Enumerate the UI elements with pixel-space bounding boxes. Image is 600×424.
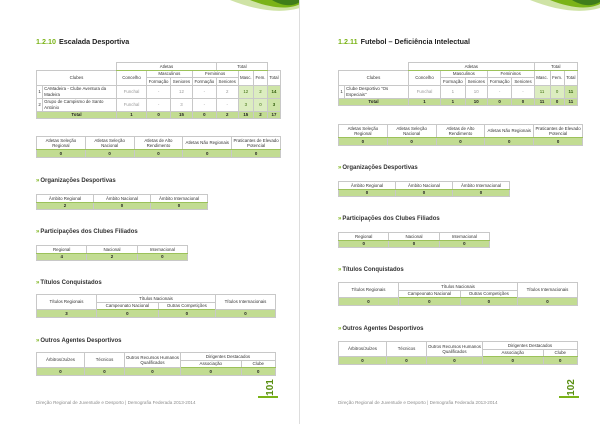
value-cell: 0 xyxy=(339,298,399,306)
header-cell: Atletas Não Regionais xyxy=(485,125,534,138)
cell: - xyxy=(192,85,216,98)
part-title xyxy=(36,229,138,235)
org-title-text: Organizações Desportivas xyxy=(40,178,116,184)
clubs-table xyxy=(36,62,281,119)
femininos-header: Femininos xyxy=(487,70,534,78)
cell: 12 xyxy=(238,85,254,98)
cell: 1 xyxy=(441,85,466,98)
cell: 12 xyxy=(171,85,193,98)
total-label: Total xyxy=(339,98,409,106)
formacao-header: Formação xyxy=(192,78,216,86)
org-title xyxy=(36,178,116,184)
section-title-text: Futebol – Deficiência Intelectual xyxy=(360,37,471,46)
value-cell: 0 xyxy=(134,150,183,158)
total-header: Total xyxy=(534,63,577,71)
header-cell: Âmbito Regional xyxy=(37,195,94,203)
value-cell: 0 xyxy=(483,357,544,365)
chevron-icon: » xyxy=(36,229,40,235)
value-cell: 0 xyxy=(339,357,387,365)
titulos-title-text: Títulos Conquistados xyxy=(40,280,102,286)
header-cell: Atletas Seleção Regional xyxy=(339,125,388,138)
section-title xyxy=(338,37,470,46)
header-cell: Dirigentes Destacados xyxy=(181,353,276,361)
value-cell: 0 xyxy=(151,202,208,210)
cell: 1 xyxy=(441,98,466,106)
masc-header: Masc. xyxy=(238,70,254,85)
header-cell: Títulos Regionais xyxy=(339,283,399,298)
header-cell: Atletas Seleção Nacional xyxy=(387,125,436,138)
header-cell: Nacional xyxy=(87,246,137,254)
cell: 1 xyxy=(117,111,147,119)
cell: 17 xyxy=(267,111,280,119)
header-cell: Atletas Seleção Nacional xyxy=(85,137,134,150)
titulos-table xyxy=(36,294,276,318)
cell: - xyxy=(512,85,534,98)
clubes-header: Clubes xyxy=(37,70,117,85)
row-number: 2 xyxy=(37,98,43,111)
header-cell: Outras Competições xyxy=(460,290,517,298)
titulos-table-block xyxy=(338,282,578,306)
value-cell: 0 xyxy=(389,240,439,248)
value-cell: 0 xyxy=(232,150,281,158)
outros-table xyxy=(338,341,578,365)
header-cell: Associação xyxy=(483,349,544,357)
header-cell: Títulos Nacionais xyxy=(97,295,216,303)
value-cell: 0 xyxy=(518,298,578,306)
value-cell: 2 xyxy=(37,202,94,210)
header-cell: Dirigentes Destacados xyxy=(483,342,578,350)
cell: 11 xyxy=(534,98,550,106)
part-table-block xyxy=(36,245,188,261)
part-table xyxy=(36,245,188,261)
header-cell: Títulos Nacionais xyxy=(399,283,518,291)
titulos-title-text: Títulos Conquistados xyxy=(342,267,404,273)
value-cell: 0 xyxy=(453,189,510,197)
outros-title-text: Outros Agentes Desportivos xyxy=(40,338,122,344)
seniores-header: Seniores xyxy=(465,78,487,86)
header-cell: Internacional xyxy=(439,233,489,241)
page-number-bar xyxy=(559,396,579,398)
cell: 14 xyxy=(267,85,280,98)
value-cell: 0 xyxy=(396,189,453,197)
formacao-header: Formação xyxy=(487,78,512,86)
value-cell: 0 xyxy=(485,138,534,146)
header-cell: Clube xyxy=(241,360,275,368)
outros-table-block xyxy=(338,341,578,365)
total-row xyxy=(37,111,281,119)
value-cell: 0 xyxy=(137,253,187,261)
seniores-header: Seniores xyxy=(216,78,238,86)
titulos-table xyxy=(338,282,578,306)
org-table-block xyxy=(338,181,510,197)
concelho-cell: Funchal xyxy=(117,98,147,111)
value-cell: 0 xyxy=(85,150,134,158)
total-row xyxy=(339,98,578,106)
total-header: Total xyxy=(216,63,267,71)
clubs-table xyxy=(338,62,578,106)
header-cell: Títulos Internacionais xyxy=(216,295,276,310)
section-title xyxy=(36,37,129,46)
section-number: 1.2.10 xyxy=(36,37,56,46)
value-cell: 0 xyxy=(387,357,427,365)
formacao-header: Formação xyxy=(147,78,171,86)
org-table xyxy=(338,181,510,197)
cell: 1 xyxy=(409,98,441,106)
header-cell: Âmbito Nacional xyxy=(396,182,453,190)
atletas-table xyxy=(36,136,281,158)
seniores-header: Seniores xyxy=(171,78,193,86)
header-cell: Outras Competições xyxy=(158,302,215,310)
value-cell: 0 xyxy=(387,138,436,146)
chevron-icon: » xyxy=(338,326,342,332)
fem-header: Fem. xyxy=(550,70,564,85)
cell: 0 xyxy=(254,98,268,111)
value-cell: 2 xyxy=(87,253,137,261)
masculinos-header: Masculinos xyxy=(147,70,193,78)
header-cell: Campeonato Nacional xyxy=(97,302,159,310)
titulos-title xyxy=(338,267,404,273)
cell: 2 xyxy=(216,85,238,98)
corner-decoration xyxy=(300,0,600,40)
outros-title xyxy=(338,326,423,332)
value-cell: 4 xyxy=(37,253,87,261)
footer: Direção Regional de Juventude e Desporto | Demografia Federada 2013-2014 xyxy=(338,400,498,405)
header-cell: Outros Recursos Humanos Qualificados xyxy=(427,342,483,357)
concelho-cell: Funchal xyxy=(409,85,441,98)
value-cell: 0 xyxy=(460,298,517,306)
value-cell: 3 xyxy=(37,310,97,318)
cell: 15 xyxy=(238,111,254,119)
header-cell: Campeonato Nacional xyxy=(399,290,461,298)
value-cell: 0 xyxy=(439,240,489,248)
part-title xyxy=(338,216,440,222)
concelho-header: Concelho xyxy=(117,70,147,85)
value-cell: 0 xyxy=(339,138,388,146)
cell: 0 xyxy=(512,98,534,106)
club-name: Grupo de Campismo de Santo António xyxy=(43,98,117,111)
cell: - xyxy=(147,98,171,111)
cell: 3 xyxy=(267,98,280,111)
titulos-table-block xyxy=(36,294,276,318)
chevron-icon: » xyxy=(36,338,40,344)
value-cell: 0 xyxy=(158,310,215,318)
clubs-table-block xyxy=(338,62,578,106)
header-cell: Atletas de Alto Rendimento xyxy=(134,137,183,150)
value-cell: 0 xyxy=(436,138,485,146)
cell: - xyxy=(147,85,171,98)
part-table xyxy=(338,232,490,248)
section-title-text: Escalada Desportiva xyxy=(58,37,130,46)
total-label: Total xyxy=(37,111,117,119)
outros-title-text: Outros Agentes Desportivos xyxy=(342,326,424,332)
chevron-icon: » xyxy=(338,165,342,171)
atletas-table-block xyxy=(338,124,583,146)
atletas-table-block xyxy=(36,136,281,158)
header-cell: Árbitros/Juízes xyxy=(339,342,387,357)
header-cell: Títulos Internacionais xyxy=(518,283,578,298)
footer: Direção Regional de Juventude e Desporto | Demografia Federada 2013-2014 xyxy=(36,400,196,405)
value-cell: 0 xyxy=(339,240,389,248)
femininos-header: Femininos xyxy=(192,70,238,78)
value-cell: 0 xyxy=(37,150,86,158)
cell: - xyxy=(216,98,238,111)
cell: 0 xyxy=(147,111,171,119)
chevron-icon: » xyxy=(338,216,342,222)
header-cell: Âmbito Nacional xyxy=(94,195,151,203)
org-title-text: Organizações Desportivas xyxy=(342,165,418,171)
titulos-title xyxy=(36,280,102,286)
header-cell: Associação xyxy=(181,360,242,368)
fem-header: Fem. xyxy=(254,70,268,85)
section-number: 1.2.11 xyxy=(338,37,358,46)
header-cell: Árbitros/Juízes xyxy=(37,353,85,368)
page-number-bar xyxy=(258,396,278,398)
part-title-text: Participações dos Clubes Filiados xyxy=(342,216,440,222)
header-cell: Âmbito Internacional xyxy=(453,182,510,190)
table-row xyxy=(37,85,281,98)
header-cell: Clube xyxy=(543,349,577,357)
page-number: 102 xyxy=(565,379,577,396)
header-cell: Outros Recursos Humanos Qualificados xyxy=(125,353,181,368)
cell: 2 xyxy=(216,111,238,119)
atletas-table xyxy=(338,124,583,146)
value-cell: 0 xyxy=(427,357,483,365)
org-title xyxy=(338,165,418,171)
value-cell: 0 xyxy=(399,298,461,306)
cell: 2 xyxy=(254,111,268,119)
header-cell: Internacional xyxy=(137,246,187,254)
header-cell: Técnicos xyxy=(85,353,125,368)
value-cell: 0 xyxy=(339,189,396,197)
value-cell: 0 xyxy=(37,368,85,376)
cell: 11 xyxy=(534,85,550,98)
value-cell: 0 xyxy=(534,138,583,146)
total-col-header: Total xyxy=(267,70,280,85)
concelho-cell: Funchal xyxy=(117,85,147,98)
concelho-header: Concelho xyxy=(409,70,441,85)
cell: 15 xyxy=(171,111,193,119)
cell: 3 xyxy=(238,98,254,111)
header-cell: Atletas Não Regionais xyxy=(183,137,232,150)
cell: - xyxy=(487,85,512,98)
value-cell: 0 xyxy=(125,368,181,376)
header-cell: Títulos Regionais xyxy=(37,295,97,310)
header-cell: Nacional xyxy=(389,233,439,241)
cell: 3 xyxy=(171,98,193,111)
row-number: 1 xyxy=(339,85,345,98)
cell: 2 xyxy=(254,85,268,98)
chevron-icon: » xyxy=(36,178,40,184)
outros-title xyxy=(36,338,121,344)
header-cell: Atletas de Alto Rendimento xyxy=(436,125,485,138)
total-col-header: Total xyxy=(564,70,577,85)
right-page xyxy=(300,0,600,424)
org-table-block xyxy=(36,194,208,210)
org-table xyxy=(36,194,208,210)
club-name: CAMadeira - Clube Aventura da Madeira xyxy=(43,85,117,98)
header-cell: Atletas Seleção Regional xyxy=(37,137,86,150)
chevron-icon: » xyxy=(338,267,342,273)
cell: 11 xyxy=(564,98,577,106)
header-cell: Regional xyxy=(339,233,389,241)
value-cell: 0 xyxy=(181,368,242,376)
header-cell: Técnicos xyxy=(387,342,427,357)
cell: 0 xyxy=(487,98,512,106)
value-cell: 0 xyxy=(85,368,125,376)
value-cell: 0 xyxy=(97,310,159,318)
corner-decoration xyxy=(0,0,300,40)
cell: 10 xyxy=(465,98,487,106)
atletas-header: Atletas xyxy=(409,63,535,71)
table-row xyxy=(339,85,578,98)
header-cell: Regional xyxy=(37,246,87,254)
seniores-header: Seniores xyxy=(512,78,534,86)
clubs-table-block xyxy=(36,62,281,119)
outros-table-block xyxy=(36,352,276,376)
cell: 0 xyxy=(192,111,216,119)
cell: 0 xyxy=(550,85,564,98)
page-number: 101 xyxy=(264,379,276,396)
value-cell: 0 xyxy=(241,368,275,376)
clubes-header: Clubes xyxy=(339,70,409,85)
masculinos-header: Masculinos xyxy=(441,70,488,78)
cell: 10 xyxy=(465,85,487,98)
formacao-header: Formação xyxy=(441,78,466,86)
value-cell: 0 xyxy=(543,357,577,365)
masc-header: Masc. xyxy=(534,70,550,85)
chevron-icon: » xyxy=(36,280,40,286)
cell: - xyxy=(192,98,216,111)
part-table-block xyxy=(338,232,490,248)
outros-table xyxy=(36,352,276,376)
atletas-header: Atletas xyxy=(117,63,217,71)
value-cell: 0 xyxy=(94,202,151,210)
cell: 0 xyxy=(550,98,564,106)
header-cell: Âmbito Regional xyxy=(339,182,396,190)
row-number: 1 xyxy=(37,85,43,98)
table-row xyxy=(37,98,281,111)
club-name: Clube Desportivo "Os Especiais" xyxy=(345,85,409,98)
value-cell: 0 xyxy=(183,150,232,158)
header-cell: Praticantes de Elevado Potencial xyxy=(535,125,581,136)
value-cell: 0 xyxy=(216,310,276,318)
cell: 11 xyxy=(564,85,577,98)
header-cell: Praticantes de Elevado Potencial xyxy=(233,137,279,148)
part-title-text: Participações dos Clubes Filiados xyxy=(40,229,138,235)
header-cell: Âmbito Internacional xyxy=(151,195,208,203)
